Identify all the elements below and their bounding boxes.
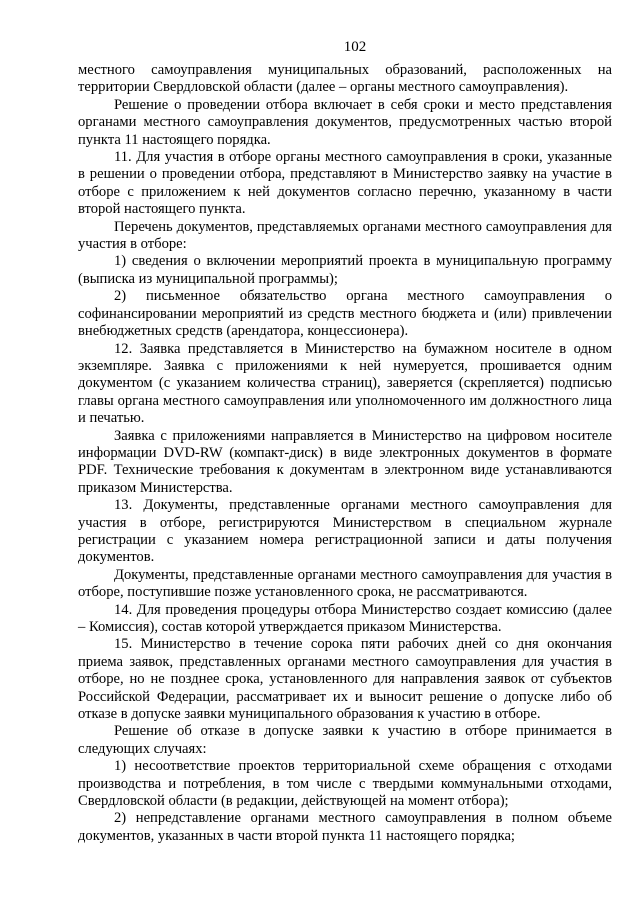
paragraph-continuation: местного самоуправления муниципальных образований, расположенных на территории Свердловской области (далее – органы местного самоуправления). xyxy=(78,62,612,96)
document-page xyxy=(78,38,612,845)
paragraph-selection-decision: Решение о проведении отбора включает в себя сроки и место представления органами местного самоуправления документов, предусмотренных частью второй пункта 11 настоящего порядка. xyxy=(78,96,612,148)
paragraph-item-13: 13. Документы, представленные органами местного самоуправления для участия в отборе, регистрируются Министерством в специальном журнале регистрации с указанием номера регистрационной записи и даты получения документов. xyxy=(78,497,612,566)
paragraph-item-14: 14. Для проведения процедуры отбора Министерство создает комиссию (далее – Комиссия), состав которой утверждается приказом Министерства. xyxy=(78,601,612,635)
page-number: 102 xyxy=(343,39,367,55)
list-item-1-noncompliance: 1) несоответствие проектов территориальной схеме обращения с отходами производства и потребления, в том числе с твердыми коммунальными отходами, Свердловской области (в редакции, действующей на момент отбора); xyxy=(78,758,612,810)
list-item-2-incomplete-documents: 2) непредставление органами местного самоуправления в полном объеме документов, указанных в части второй пункта 11 настоящего порядка; xyxy=(78,810,612,844)
paragraph-digital-submission: Заявка с приложениями направляется в Министерство на цифровом носителе информации DVD-RW (компакт-диск) в виде электронных документов в формате PDF. Технические требования к документам в электронном виде устанавливаются приказом Министерства. xyxy=(78,427,612,496)
list-item-1-program-info: 1) сведения о включении мероприятий проекта в муниципальную программу (выписка из муниципальной программы); xyxy=(78,253,612,287)
paragraph-item-12: 12. Заявка представляется в Министерство на бумажном носителе в одном экземпляре. Заявка с приложениями к ней нумеруется, прошивается одним документом (с указанием количества страниц), заверяется (скрепляется) подписью главы органа местного самоуправления или уполномоченного им должностного лица и печатью. xyxy=(78,340,612,427)
paragraph-refusal-cases-intro: Решение об отказе в допуске заявки к участию в отборе принимается в следующих случаях: xyxy=(78,723,612,757)
paragraph-item-11: 11. Для участия в отборе органы местного самоуправления в сроки, указанные в решении о проведении отбора, представляют в Министерство заявку на участие в отборе с приложением к ней документов согласно перечню, указанному в части второй настоящего пункта. xyxy=(78,149,612,218)
list-item-2-cofinancing-obligation: 2) письменное обязательство органа местного самоуправления о софинансировании мероприятий из средств местного бюджета и (или) привлечении внебюджетных средств (арендатора, концессионера). xyxy=(78,288,612,340)
paragraph-item-15: 15. Министерство в течение сорока пяти рабочих дней со дня окончания приема заявок, представленных органами местного самоуправления для участия в отборе, но не позднее срока, установленного для направления заявок от субъектов Российской Федерации, рассматривает их и выносит решение о допуске либо об отказе в допуске заявки муниципального образования к участию в отборе. xyxy=(78,636,612,723)
paragraph-late-documents: Документы, представленные органами местного самоуправления для участия в отборе, поступившие позже установленного срока, не рассматриваются. xyxy=(78,566,612,601)
paragraph-documents-list-intro: Перечень документов, представляемых органами местного самоуправления для участия в отборе: xyxy=(78,218,612,253)
